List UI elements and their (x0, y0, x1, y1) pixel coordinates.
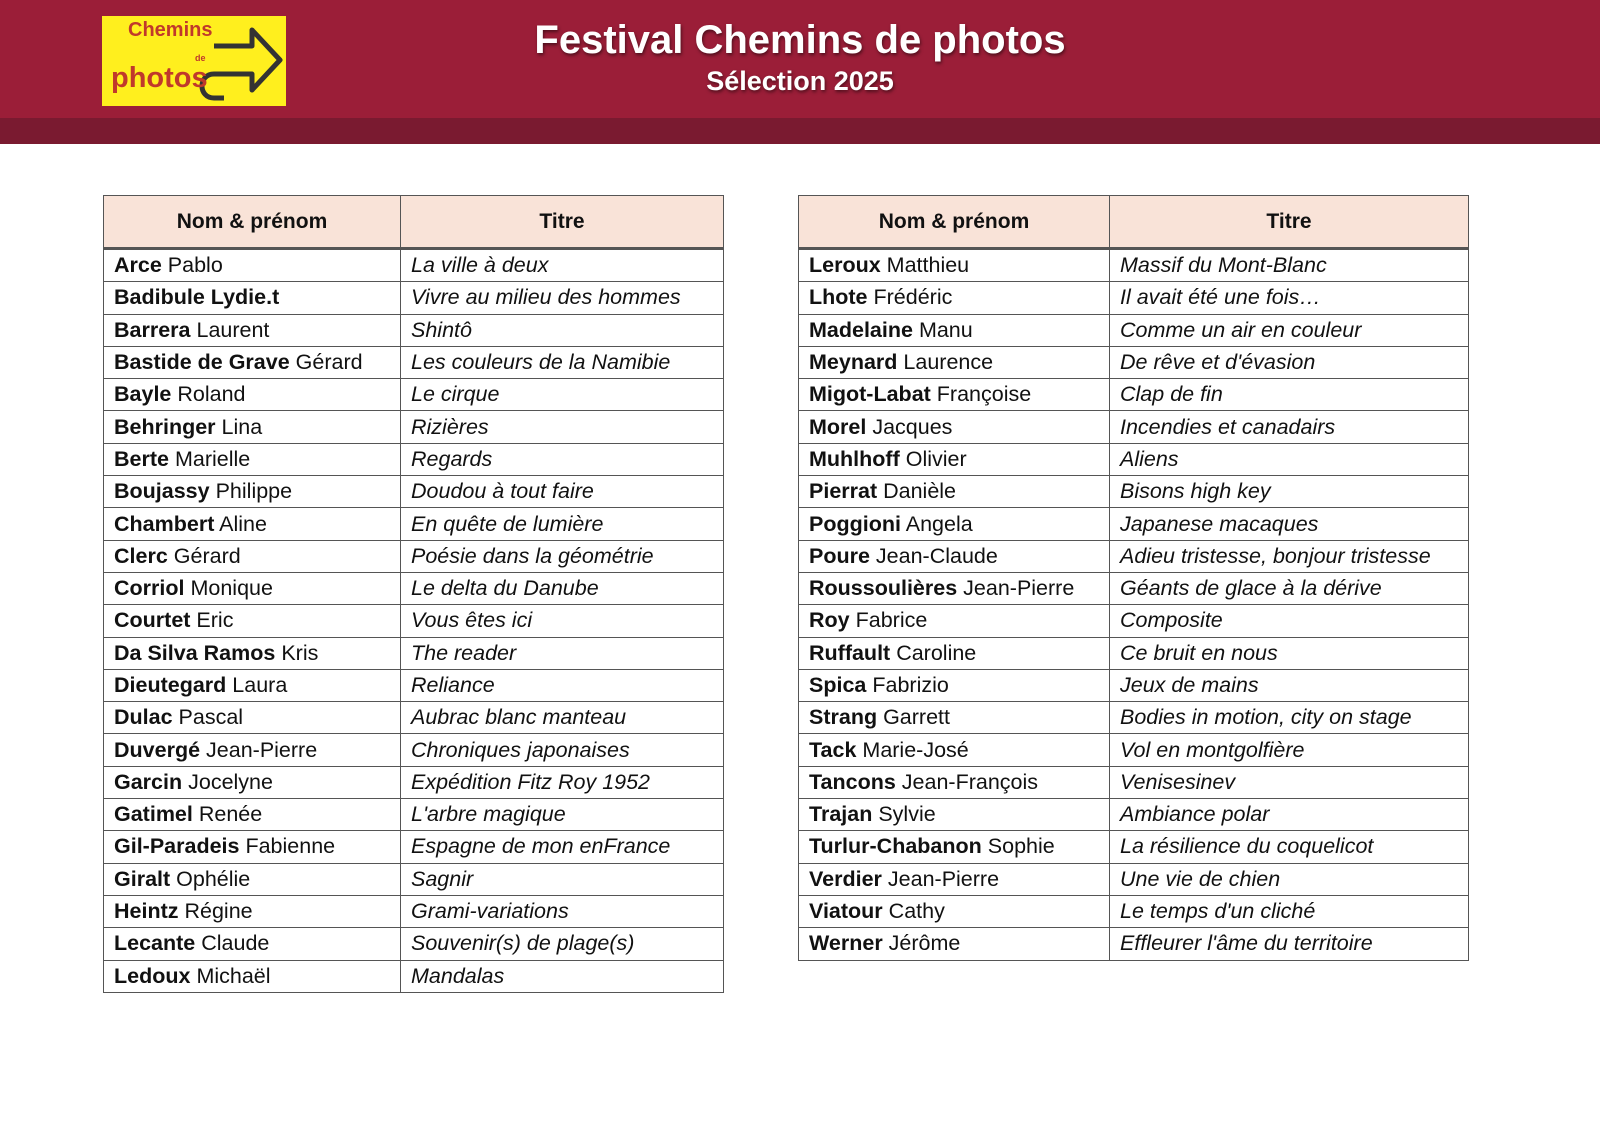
first-name: Aline (219, 511, 267, 536)
photo-title-cell: Mandalas (401, 960, 724, 992)
first-name: Michaël (196, 963, 271, 988)
photographer-name-cell (104, 960, 401, 992)
last-name: Gatimel (114, 802, 193, 827)
last-name: Turlur-Chabanon (809, 834, 982, 859)
photographer-name-cell (799, 411, 1110, 443)
first-name: Jocelyne (188, 769, 273, 794)
photo-title-cell: Sagnir (401, 863, 724, 895)
table-header-row (799, 196, 1469, 249)
last-name: Ruffault (809, 640, 891, 665)
table-row (104, 799, 724, 831)
last-name: Poggioni (809, 511, 901, 536)
last-name: Roussoulières (809, 576, 958, 601)
table-row (104, 282, 724, 314)
table-row (799, 863, 1469, 895)
last-name: Meynard (809, 350, 898, 375)
table-row (104, 476, 724, 508)
photo-title-cell: The reader (401, 637, 724, 669)
table-row (104, 960, 724, 992)
photo-title-cell: Clap de fin (1110, 379, 1469, 411)
photo-title-cell: Ambiance polar (1110, 799, 1469, 831)
photographer-name-cell (799, 637, 1110, 669)
first-name: Laurent (196, 317, 270, 342)
table-row (104, 702, 724, 734)
column-header-title: Titre (1110, 196, 1469, 249)
photographer-name-cell (799, 379, 1110, 411)
photographer-name-cell (799, 508, 1110, 540)
table-row (104, 508, 724, 540)
table-row (799, 766, 1469, 798)
table-row (104, 637, 724, 669)
photo-title-cell: Aubrac blanc manteau (401, 702, 724, 734)
last-name: Arce (114, 253, 162, 278)
last-name: Bastide de Grave (114, 350, 290, 375)
logo-text-de: de (195, 53, 206, 63)
photographer-name-cell (104, 508, 401, 540)
table-row (799, 314, 1469, 346)
photo-title-cell: Ce bruit en nous (1110, 637, 1469, 669)
photographer-name-cell (799, 314, 1110, 346)
photographer-name-cell (799, 895, 1110, 927)
first-name: Lina (221, 414, 263, 439)
page-title: Festival Chemins de photos (534, 18, 1066, 62)
table-row (799, 637, 1469, 669)
first-name: Laura (232, 673, 288, 697)
first-name: Fabienne (245, 834, 336, 859)
photographer-name-cell (799, 669, 1110, 701)
photographer-name-cell (104, 766, 401, 798)
first-name: Jean-Pierre (887, 866, 1000, 891)
last-name: Pierrat (809, 479, 878, 504)
photographer-name-cell (799, 734, 1110, 766)
last-name: Badibule Lydie.t (114, 285, 280, 310)
table-row (799, 669, 1469, 701)
first-name: Pablo (167, 253, 223, 278)
last-name: Trajan (809, 802, 873, 827)
photo-title-cell: Effleurer l'âme du territoire (1110, 928, 1469, 960)
last-name: Berte (114, 446, 169, 471)
photo-title-cell: Bodies in motion, city on stage (1110, 702, 1469, 734)
photographer-name-cell (799, 540, 1110, 572)
photographer-name-cell (104, 476, 401, 508)
photographer-name-cell (104, 928, 401, 960)
last-name: Heintz (114, 899, 179, 924)
photo-title-cell: Aliens (1110, 443, 1469, 475)
photo-title-cell: Espagne de mon enFrance (401, 831, 724, 863)
first-name: Garrett (883, 705, 950, 730)
photo-title-cell: Chroniques japonaises (401, 734, 724, 766)
first-name: Jérôme (888, 931, 961, 956)
photo-title-cell: Les couleurs de la Namibie (401, 346, 724, 378)
photo-title-cell: Shintô (401, 314, 724, 346)
table-row (799, 508, 1469, 540)
table-row (799, 411, 1469, 443)
table-header-row (104, 196, 724, 249)
table-row (104, 314, 724, 346)
first-name: Sophie (987, 834, 1055, 859)
first-name: Jean-Claude (875, 543, 998, 568)
photo-title-cell: La résilience du coquelicot (1110, 831, 1469, 863)
last-name: Chambert (114, 511, 215, 536)
last-name: Duvergé (114, 737, 201, 762)
photo-title-cell: Le cirque (401, 379, 724, 411)
photographer-name-cell (104, 346, 401, 378)
photographer-name-cell (104, 443, 401, 475)
photo-title-cell: Souvenir(s) de plage(s) (401, 928, 724, 960)
table-row (799, 605, 1469, 637)
photographer-name-cell (104, 572, 401, 604)
photo-title-cell: Grami-variations (401, 895, 724, 927)
table-row (104, 669, 724, 701)
photo-title-cell: Doudou à tout faire (401, 476, 724, 508)
photographer-name-cell (104, 282, 401, 314)
table-row (799, 928, 1469, 960)
photographer-name-cell (799, 831, 1110, 863)
table-row (799, 831, 1469, 863)
last-name: Roy (809, 608, 850, 633)
first-name: Angela (905, 511, 973, 536)
table-row (799, 346, 1469, 378)
photographer-name-cell (799, 766, 1110, 798)
last-name: Giralt (114, 866, 171, 891)
table-row (104, 928, 724, 960)
photo-title-cell: Adieu tristesse, bonjour tristesse (1110, 540, 1469, 572)
photo-title-cell: Le temps d'un cliché (1110, 895, 1469, 927)
photographer-name-cell (104, 734, 401, 766)
last-name: Leroux (809, 253, 881, 278)
last-name: Garcin (114, 769, 183, 794)
photo-title-cell: Regards (401, 443, 724, 475)
photographer-name-cell (799, 443, 1110, 475)
photographer-name-cell (799, 476, 1110, 508)
table-row (799, 540, 1469, 572)
first-name: Frédéric (873, 285, 953, 310)
photo-title-cell: Il avait été une fois… (1110, 282, 1469, 314)
table-row (104, 863, 724, 895)
first-name: Marielle (174, 446, 251, 471)
table-row (104, 540, 724, 572)
first-name: Kris (281, 640, 319, 665)
first-name: Eric (196, 608, 234, 633)
first-name: Gérard (295, 350, 363, 375)
table-row (104, 572, 724, 604)
photographer-name-cell (799, 282, 1110, 314)
photo-title-cell: La ville à deux (401, 249, 724, 282)
first-name: Jean-Pierre (206, 737, 318, 762)
last-name: Dieutegard (114, 673, 227, 697)
last-name: Migot-Labat (809, 382, 931, 407)
table-row (799, 734, 1469, 766)
table-row (799, 895, 1469, 927)
table-row (799, 572, 1469, 604)
last-name: Tancons (809, 769, 896, 794)
first-name: Manu (918, 317, 973, 342)
photo-title-cell: Reliance (401, 669, 724, 701)
last-name: Da Silva Ramos (114, 640, 276, 665)
first-name: Roland (177, 382, 246, 407)
header-stripe (0, 118, 1600, 144)
first-name: Claude (201, 931, 270, 956)
last-name: Werner (809, 931, 883, 956)
last-name: Morel (809, 414, 867, 439)
first-name: Monique (190, 576, 273, 601)
last-name: Barrera (114, 317, 191, 342)
photographer-name-cell (104, 637, 401, 669)
photographer-name-cell (104, 669, 401, 701)
photo-title-cell: Venisesinev (1110, 766, 1469, 798)
first-name: Ophélie (176, 866, 251, 891)
last-name: Madelaine (809, 317, 913, 342)
photo-title-cell: Jeux de mains (1110, 669, 1469, 701)
last-name: Boujassy (114, 479, 210, 504)
photo-title-cell: Vol en montgolfière (1110, 734, 1469, 766)
first-name: Fabrizio (872, 673, 949, 697)
last-name: Strang (809, 705, 878, 730)
first-name: Laurence (903, 350, 994, 375)
first-name: Matthieu (886, 253, 970, 278)
last-name: Muhlhoff (809, 446, 900, 471)
last-name: Tack (809, 737, 857, 762)
table-row (799, 799, 1469, 831)
photo-title-cell: Comme un air en couleur (1110, 314, 1469, 346)
last-name: Courtet (114, 608, 191, 633)
photo-title-cell: Vivre au milieu des hommes (401, 282, 724, 314)
table-row (799, 249, 1469, 282)
last-name: Bayle (114, 382, 172, 407)
first-name: Cathy (888, 899, 945, 924)
table-row (799, 443, 1469, 475)
photo-title-cell: Bisons high key (1110, 476, 1469, 508)
first-name: Gérard (173, 543, 241, 568)
first-name: Caroline (896, 640, 977, 665)
table-row (104, 411, 724, 443)
table-row (104, 766, 724, 798)
photographer-name-cell (799, 799, 1110, 831)
photo-title-cell: Vous êtes ici (401, 605, 724, 637)
logo-text-photos: photos (111, 62, 208, 94)
first-name: Philippe (215, 479, 293, 504)
last-name: Behringer (114, 414, 216, 439)
first-name: Jacques (872, 414, 953, 439)
photographer-name-cell (799, 605, 1110, 637)
photographer-name-cell (104, 249, 401, 282)
photographer-name-cell (104, 411, 401, 443)
last-name: Clerc (114, 543, 168, 568)
first-name: Danièle (883, 479, 957, 504)
first-name: Olivier (905, 446, 967, 471)
table-row (104, 249, 724, 282)
festival-logo (102, 16, 286, 106)
selection-table-left (103, 195, 724, 993)
table-row (104, 734, 724, 766)
table-row (799, 282, 1469, 314)
last-name: Viatour (809, 899, 883, 924)
photographer-name-cell (104, 799, 401, 831)
table-row (799, 702, 1469, 734)
photographer-name-cell (104, 831, 401, 863)
table-row (104, 346, 724, 378)
table-row (104, 895, 724, 927)
table-row (104, 605, 724, 637)
table-row (799, 476, 1469, 508)
photo-title-cell: L'arbre magique (401, 799, 724, 831)
first-name: Jean-François (901, 769, 1039, 794)
table-row (104, 379, 724, 411)
photo-title-cell: Poésie dans la géométrie (401, 540, 724, 572)
first-name: Renée (198, 802, 263, 827)
page-subtitle: Sélection 2025 (706, 66, 894, 96)
photo-title-cell: Japanese macaques (1110, 508, 1469, 540)
table-row (104, 443, 724, 475)
column-header-title: Titre (401, 196, 724, 249)
last-name: Ledoux (114, 963, 191, 988)
photo-title-cell: De rêve et d'évasion (1110, 346, 1469, 378)
table-row (799, 379, 1469, 411)
last-name: Poure (809, 543, 870, 568)
column-header-name: Nom & prénom (799, 196, 1110, 249)
selection-table-right (798, 195, 1469, 961)
photo-title-cell: Une vie de chien (1110, 863, 1469, 895)
photographer-name-cell (104, 314, 401, 346)
last-name: Lecante (114, 931, 196, 956)
last-name: Spica (809, 673, 867, 697)
photo-title-cell: Incendies et canadairs (1110, 411, 1469, 443)
photo-title-cell: Massif du Mont-Blanc (1110, 249, 1469, 282)
photographer-name-cell (104, 702, 401, 734)
last-name: Lhote (809, 285, 868, 310)
photo-title-cell: Expédition Fitz Roy 1952 (401, 766, 724, 798)
photographer-name-cell (799, 572, 1110, 604)
photo-title-cell: Composite (1110, 605, 1469, 637)
photographer-name-cell (799, 702, 1110, 734)
first-name: Jean-Pierre (963, 576, 1075, 601)
last-name: Gil-Paradeis (114, 834, 240, 859)
last-name: Corriol (114, 576, 185, 601)
first-name: Sylvie (878, 802, 936, 827)
column-header-name: Nom & prénom (104, 196, 401, 249)
photo-title-cell: Le delta du Danube (401, 572, 724, 604)
photographer-name-cell (104, 379, 401, 411)
photo-title-cell: Géants de glace à la dérive (1110, 572, 1469, 604)
first-name: Régine (184, 899, 253, 924)
photographer-name-cell (104, 863, 401, 895)
first-name: Fabrice (855, 608, 928, 633)
photographer-name-cell (104, 605, 401, 637)
table-row (104, 831, 724, 863)
photographer-name-cell (799, 928, 1110, 960)
photo-title-cell: Rizières (401, 411, 724, 443)
photographer-name-cell (104, 895, 401, 927)
photographer-name-cell (799, 346, 1110, 378)
last-name: Dulac (114, 705, 173, 730)
photo-title-cell: En quête de lumière (401, 508, 724, 540)
photographer-name-cell (799, 249, 1110, 282)
logo-text-chemins: Chemins (128, 19, 213, 41)
photographer-name-cell (104, 540, 401, 572)
first-name: Marie-José (862, 737, 969, 762)
last-name: Verdier (809, 866, 882, 891)
first-name: Françoise (936, 382, 1032, 407)
photographer-name-cell (799, 863, 1110, 895)
first-name: Pascal (178, 705, 244, 730)
